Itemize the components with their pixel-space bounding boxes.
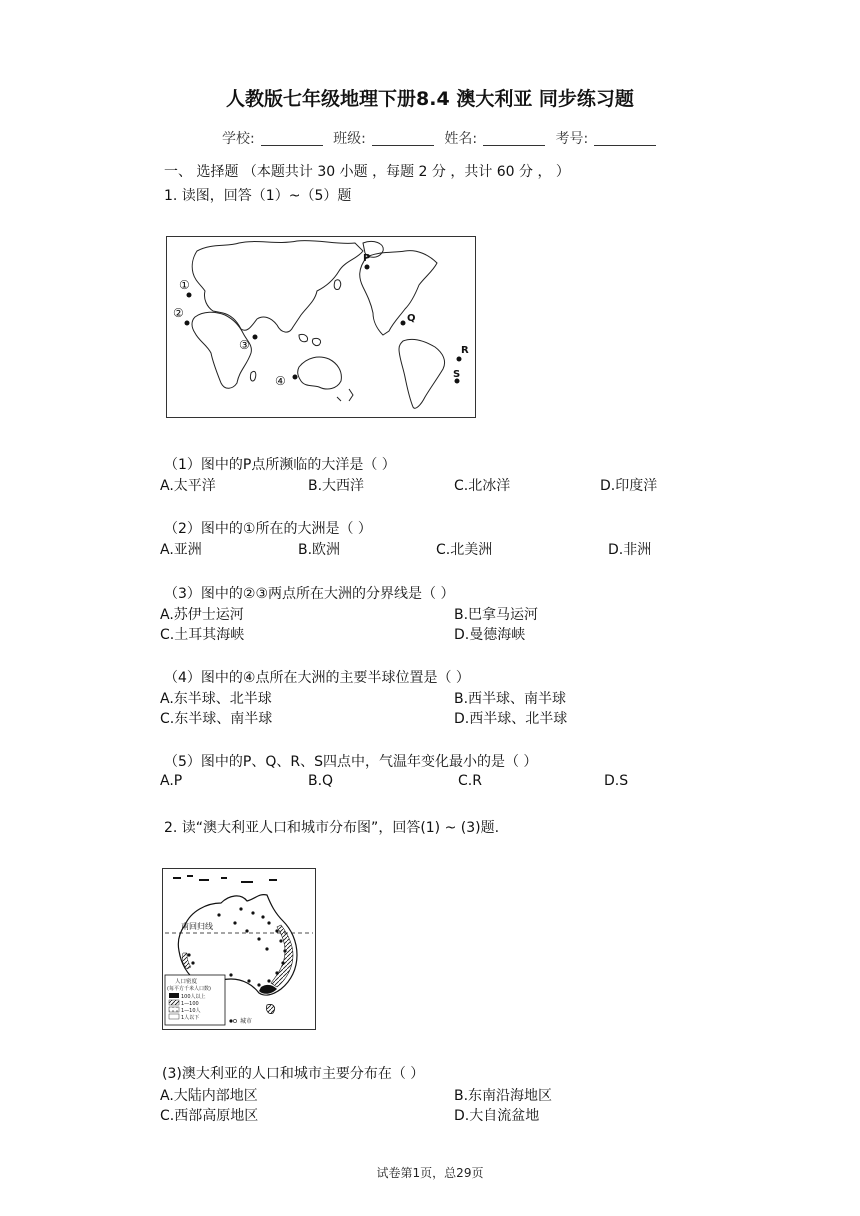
legend-title: 人口密度 <box>175 979 198 985</box>
school-label: 学校: <box>222 131 255 147</box>
map-label-4: ④ <box>275 374 286 388</box>
map-point-p <box>365 265 370 270</box>
q2-option-b[interactable]: B.东南沿海地区 <box>454 1088 553 1104</box>
q2-sub3-stem: (3)澳大利亚的人口和城市主要分布在（ ） <box>162 1066 425 1082</box>
page-footer: 试卷第1页，总29页 <box>376 1166 484 1180</box>
legend-city-label: 城市 <box>240 1018 253 1025</box>
exam-number-blank[interactable] <box>594 131 656 146</box>
q1-sub2-option-d[interactable]: D.非洲 <box>608 542 652 558</box>
q1-sub3-stem: （3）图中的②③两点所在大洲的分界线是（ ） <box>164 586 455 602</box>
q1-sub5-option-b[interactable]: B.Q <box>308 773 334 789</box>
map-point-r <box>457 357 462 362</box>
question-2-stem: 2. 读“澳大利亚人口和城市分布图”，回答(1) ~ (3)题. <box>164 820 500 836</box>
q1-sub3-option-c[interactable]: C.土耳其海峡 <box>160 627 245 643</box>
q2-option-a[interactable]: A.大陆内部地区 <box>160 1088 258 1104</box>
q1-sub5-stem: （5）图中的P、Q、R、S四点中，气温年变化最小的是（ ） <box>164 754 538 770</box>
exam-number-label: 考号: <box>555 131 589 147</box>
map-label-s: S <box>453 369 461 380</box>
class-label: 班级: <box>333 131 366 147</box>
map-label-2: ② <box>173 306 184 320</box>
q1-sub1-option-d[interactable]: D.印度洋 <box>600 478 658 494</box>
world-map-figure <box>166 236 476 418</box>
legend-item-2: 1—100 <box>181 1001 199 1007</box>
class-blank[interactable] <box>372 131 434 146</box>
map-legend <box>165 975 252 1025</box>
q1-sub4-option-d[interactable]: D.西半球、北半球 <box>454 711 568 727</box>
map-point-2 <box>185 321 190 326</box>
q1-sub2-option-b[interactable]: B.欧洲 <box>298 542 341 558</box>
world-map-svg <box>167 237 475 417</box>
q1-sub4-stem: （4）图中的④点所在大洲的主要半球位置是（ ） <box>164 670 470 686</box>
map-label-r: R <box>461 345 469 356</box>
q2-option-c[interactable]: C.西部高原地区 <box>160 1108 259 1124</box>
tropic-label: 南回归线 <box>181 922 213 931</box>
legend-item-3: 1—10人 <box>181 1008 201 1014</box>
map-label-q: Q <box>407 313 416 324</box>
q1-sub5-option-d[interactable]: D.S <box>604 773 629 789</box>
australia-map-svg <box>163 869 315 1029</box>
q1-sub4-option-c[interactable]: C.东半球、南半球 <box>160 711 273 727</box>
school-blank[interactable] <box>261 131 323 146</box>
q1-sub1-option-c[interactable]: C.北冰洋 <box>454 478 511 494</box>
question-1-stem: 1. 读图，回答（1）~（5）题 <box>164 188 352 204</box>
name-label: 姓名: <box>444 131 478 147</box>
page-title: 人教版七年级地理下册8.4 澳大利亚 同步练习题 <box>226 88 634 110</box>
q1-sub1-option-b[interactable]: B.大西洋 <box>308 478 365 494</box>
name-blank[interactable] <box>483 131 545 146</box>
q1-sub5-option-c[interactable]: C.R <box>458 773 482 789</box>
q1-sub3-option-b[interactable]: B.巴拿马运河 <box>454 607 539 623</box>
legend-item-1: 100人以上 <box>181 994 206 1000</box>
map-point-1 <box>187 293 192 298</box>
section-heading: 一、 选择题 （本题共计 30 小题 ，每题 2 分 ，共计 60 分 ， ） <box>164 164 570 180</box>
map-label-3: ③ <box>239 338 250 352</box>
map-label-p: P <box>363 253 371 264</box>
q1-sub1-option-a[interactable]: A.太平洋 <box>160 478 216 494</box>
q1-sub5-option-a[interactable]: A.P <box>160 773 183 789</box>
legend-subtitle: (每平方千米人口数) <box>167 986 211 992</box>
map-point-4 <box>293 375 298 380</box>
q1-sub2-option-a[interactable]: A.亚洲 <box>160 542 202 558</box>
q1-sub4-option-b[interactable]: B.西半球、南半球 <box>454 691 567 707</box>
australia-population-map <box>162 868 316 1030</box>
q1-sub4-option-a[interactable]: A.东半球、北半球 <box>160 691 272 707</box>
map-point-3 <box>253 335 258 340</box>
map-point-q <box>401 321 406 326</box>
q1-sub2-stem: （2）图中的①所在的大洲是（ ） <box>164 521 372 537</box>
student-info-line <box>222 128 662 148</box>
q1-sub1-stem: （1）图中的P点所濒临的大洋是（ ） <box>164 457 396 473</box>
q1-sub3-option-a[interactable]: A.苏伊士运河 <box>160 607 244 623</box>
q2-option-d[interactable]: D.大自流盆地 <box>454 1108 540 1124</box>
map-label-1: ① <box>179 278 190 292</box>
q1-sub2-option-c[interactable]: C.北美洲 <box>436 542 493 558</box>
legend-item-4: 1人以下 <box>181 1015 200 1021</box>
q1-sub3-option-d[interactable]: D.曼德海峡 <box>454 627 526 643</box>
